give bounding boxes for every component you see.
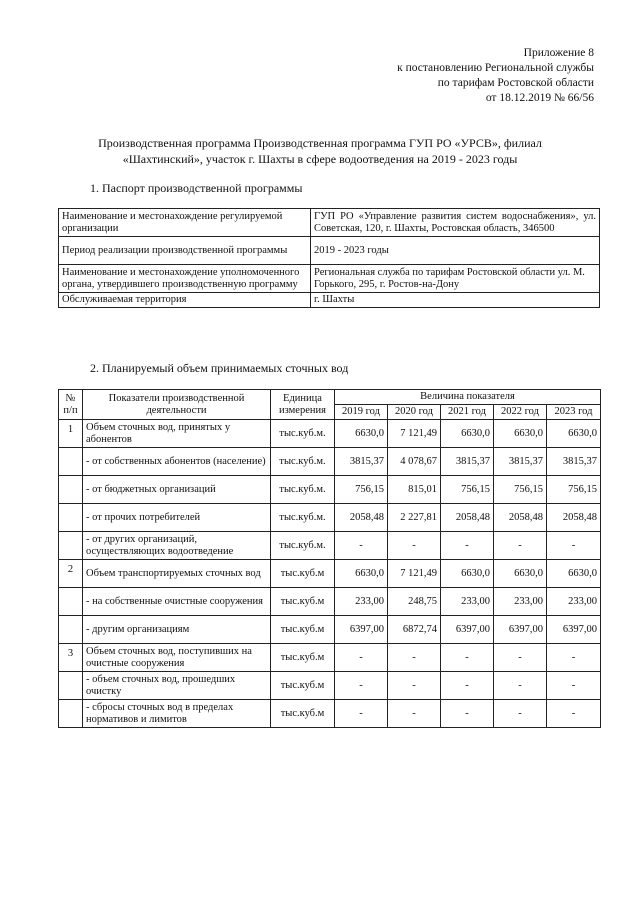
row-unit: тыс.куб.м.	[271, 504, 335, 532]
table-row	[59, 532, 601, 560]
row-unit: тыс.куб.м	[271, 644, 335, 672]
table-row	[59, 293, 600, 308]
row-value: 3815,37	[547, 448, 601, 476]
row-value: 6872,74	[388, 616, 441, 644]
row-value: 756,15	[547, 476, 601, 504]
row-value: 6397,00	[494, 616, 547, 644]
appendix-block	[294, 46, 594, 106]
row-number	[59, 588, 83, 616]
row-value: 756,15	[335, 476, 388, 504]
row-value: 6630,0	[494, 420, 547, 448]
table-row	[59, 700, 601, 728]
row-value: -	[547, 672, 601, 700]
row-indicator: Объем сточных вод, поступивших на очистные сооружения	[83, 644, 271, 672]
header-year: 2022 год	[494, 405, 547, 420]
row-indicator: - от бюджетных организаций	[83, 476, 271, 504]
plan-table	[58, 389, 601, 728]
row-value: 6630,0	[547, 420, 601, 448]
row-number	[59, 448, 83, 476]
row-value: 7 121,49	[388, 560, 441, 588]
row-number	[59, 672, 83, 700]
row-unit: тыс.куб.м.	[271, 448, 335, 476]
row-indicator: - другим организациям	[83, 616, 271, 644]
row-indicator: - объем сточных вод, прошедших очистку	[83, 672, 271, 700]
header-year: 2019 год	[335, 405, 388, 420]
row-value: -	[547, 700, 601, 728]
row-number: 3	[59, 644, 83, 672]
row-value: 815,01	[388, 476, 441, 504]
header-value-group: Величина показателя	[335, 390, 601, 405]
table-row	[59, 237, 600, 265]
row-value: 2058,48	[335, 504, 388, 532]
row-indicator: - от прочих потребителей	[83, 504, 271, 532]
row-number: 2	[59, 560, 83, 588]
row-value: 3815,37	[441, 448, 494, 476]
table-row	[59, 588, 601, 616]
row-indicator: - сбросы сточных вод в пределах нормативов и лимитов	[83, 700, 271, 728]
row-value: 4 078,67	[388, 448, 441, 476]
row-indicator: - от других организаций, осуществляющих водоотведение	[83, 532, 271, 560]
title-line: «Шахтинский», участок г. Шахты в сфере водоотведения на 2019 - 2023 годы	[122, 151, 518, 166]
row-value: -	[547, 644, 601, 672]
row-value: -	[494, 532, 547, 560]
row-value: 233,00	[494, 588, 547, 616]
row-value: 6630,0	[441, 420, 494, 448]
passport-label: Период реализации производственной программы	[59, 237, 311, 265]
row-number	[59, 616, 83, 644]
row-value: 756,15	[494, 476, 547, 504]
row-value: 6397,00	[335, 616, 388, 644]
row-value: -	[441, 700, 494, 728]
row-value: 756,15	[441, 476, 494, 504]
row-value: -	[335, 644, 388, 672]
row-value: 6630,0	[547, 560, 601, 588]
header-num: № п/п	[59, 390, 83, 420]
table-row	[59, 420, 601, 448]
section-2-heading: 2. Планируемый объем принимаемых сточных вод	[90, 361, 349, 375]
table-row	[59, 209, 600, 237]
passport-table	[58, 208, 600, 308]
row-value: 2058,48	[441, 504, 494, 532]
section-1-heading: 1. Паспорт производственной программы	[90, 181, 303, 195]
header-row	[59, 390, 601, 405]
row-value: 2058,48	[547, 504, 601, 532]
row-value: 3815,37	[335, 448, 388, 476]
row-value: -	[494, 672, 547, 700]
table-row	[59, 448, 601, 476]
row-value: 6397,00	[547, 616, 601, 644]
row-value: -	[494, 700, 547, 728]
plan-table-body	[59, 420, 601, 728]
row-value: -	[441, 672, 494, 700]
row-unit: тыс.куб.м.	[271, 532, 335, 560]
table-row	[59, 644, 601, 672]
row-value: 233,00	[335, 588, 388, 616]
row-unit: тыс.куб.м	[271, 616, 335, 644]
appendix-line: от 18.12.2019 № 66/56	[485, 92, 594, 104]
row-value: -	[388, 672, 441, 700]
title-line: Производственная программа Производственная программа ГУП РО «УРСВ», филиал	[98, 136, 542, 150]
row-indicator: - от собственных абонентов (население)	[83, 448, 271, 476]
passport-value: г. Шахты	[311, 293, 600, 308]
row-value: 233,00	[547, 588, 601, 616]
header-year: 2023 год	[547, 405, 601, 420]
header-indicator: Показатели производственной деятельности	[83, 390, 271, 420]
document-title	[60, 136, 580, 167]
passport-label: Обслуживаемая территория	[59, 293, 311, 308]
table-row	[59, 560, 601, 588]
row-unit: тыс.куб.м.	[271, 476, 335, 504]
row-value: -	[547, 532, 601, 560]
row-value: -	[388, 532, 441, 560]
passport-value: 2019 - 2023 годы	[311, 237, 600, 265]
row-value: 6630,0	[335, 420, 388, 448]
row-number	[59, 700, 83, 728]
appendix-line: к постановлению Региональной службы	[397, 62, 594, 74]
row-value: -	[335, 700, 388, 728]
passport-label: Наименование и местонахождение регулируемой организации	[59, 209, 311, 237]
row-value: 2058,48	[494, 504, 547, 532]
row-value: -	[494, 644, 547, 672]
row-indicator: Объем транспортируемых сточных вод	[83, 560, 271, 588]
table-row	[59, 672, 601, 700]
row-value: -	[388, 644, 441, 672]
row-unit: тыс.куб.м	[271, 672, 335, 700]
passport-value: Региональная служба по тарифам Ростовской области ул. М. Горького, 295, г. Ростов-на-Дону	[311, 265, 600, 293]
row-value: 248,75	[388, 588, 441, 616]
table-row	[59, 504, 601, 532]
row-value: 233,00	[441, 588, 494, 616]
row-value: -	[441, 532, 494, 560]
appendix-line: по тарифам Ростовской области	[437, 77, 594, 89]
row-indicator: - на собственные очистные сооружения	[83, 588, 271, 616]
row-value: 7 121,49	[388, 420, 441, 448]
row-unit: тыс.куб.м.	[271, 420, 335, 448]
table-row	[59, 476, 601, 504]
row-value: -	[335, 672, 388, 700]
row-indicator: Объем сточных вод, принятых у абонентов	[83, 420, 271, 448]
row-number	[59, 504, 83, 532]
row-number	[59, 532, 83, 560]
row-value: 6397,00	[441, 616, 494, 644]
row-unit: тыс.куб.м	[271, 560, 335, 588]
passport-label: Наименование и местонахождение уполномоченного органа, утвердившего производственную программу	[59, 265, 311, 293]
row-unit: тыс.куб.м	[271, 588, 335, 616]
row-value: -	[388, 700, 441, 728]
row-value: -	[441, 644, 494, 672]
row-value: 2 227,81	[388, 504, 441, 532]
header-year: 2020 год	[388, 405, 441, 420]
row-value: 6630,0	[335, 560, 388, 588]
row-value: 6630,0	[441, 560, 494, 588]
passport-value: ГУП РО «Управление развития систем водоснабжения», ул. Советская, 120, г. Шахты, Ростовская область, 346500	[311, 209, 600, 237]
appendix-line: Приложение 8	[523, 47, 594, 59]
table-row	[59, 616, 601, 644]
row-value: 6630,0	[494, 560, 547, 588]
header-year: 2021 год	[441, 405, 494, 420]
row-number	[59, 476, 83, 504]
row-value: 3815,37	[494, 448, 547, 476]
row-number: 1	[59, 420, 83, 448]
table-row	[59, 265, 600, 293]
row-value: -	[335, 532, 388, 560]
header-unit: Единица измерения	[271, 390, 335, 420]
row-unit: тыс.куб.м	[271, 700, 335, 728]
